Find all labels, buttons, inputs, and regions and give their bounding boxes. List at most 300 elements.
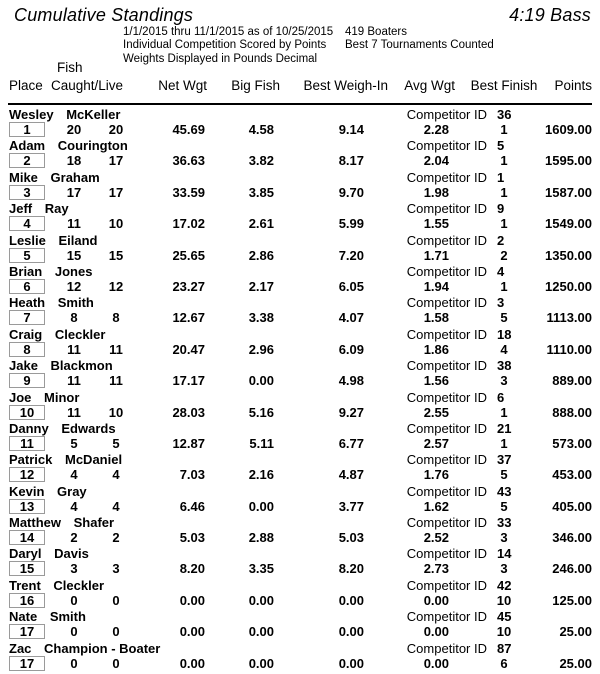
fish-caught-value: 4 (70, 467, 78, 483)
competitor-last-name: Cleckler (54, 326, 106, 342)
fish-live-value: 4 (112, 467, 120, 483)
competitor-first-name: Brian (9, 263, 43, 279)
competitor-data-row (0, 216, 600, 232)
competitor-id-label: Competitor ID (406, 546, 487, 562)
header-divider-rule (8, 103, 592, 105)
competitor-row (0, 546, 600, 577)
best-finish-value: 5 (500, 498, 508, 514)
avg-weight-value: 2.57 (423, 435, 449, 451)
points-value: 573.00 (552, 435, 592, 451)
fish-live-value: 0 (112, 624, 120, 640)
competitor-id-label: Competitor ID (406, 483, 487, 499)
big-fish-value: 0.00 (248, 624, 274, 640)
col-header-caught-live: Caught/Live (51, 78, 124, 93)
best-finish-value: 3 (500, 373, 508, 389)
points-value: 25.00 (559, 624, 592, 640)
best-finish-value: 1 (500, 122, 508, 137)
best-finish-value: 10 (496, 624, 512, 640)
place-value: 1 (9, 122, 45, 137)
net-weight-value: 7.03 (179, 467, 205, 483)
points-value: 346.00 (552, 530, 592, 546)
points-value: 1595.00 (545, 153, 592, 169)
fish-caught-value: 11 (67, 341, 81, 357)
fish-caught-value: 18 (66, 153, 82, 169)
competitor-data-row (0, 499, 600, 515)
best-finish-value: 4 (500, 341, 508, 357)
competitor-first-name: Daryl (9, 546, 42, 562)
big-fish-value: 2.61 (248, 216, 274, 232)
place-value: 8 (9, 342, 45, 357)
place-value: 13 (9, 499, 45, 514)
competitor-id-value: 21 (497, 420, 512, 436)
competitor-id-label: Competitor ID (406, 263, 487, 279)
competitor-first-name: Joe (9, 389, 32, 405)
avg-weight-value: 2.04 (423, 153, 449, 169)
big-fish-value: 5.11 (249, 435, 274, 451)
best-weigh-in-value: 0.00 (338, 624, 364, 640)
fish-caught-value: 11 (67, 373, 81, 389)
avg-weight-value: 1.94 (423, 278, 449, 294)
competitor-id-label: Competitor ID (406, 358, 487, 374)
col-header-best-weigh-in: Best Weigh-In (303, 78, 388, 93)
competitor-id-label: Competitor ID (406, 515, 487, 531)
competitor-first-name: Matthew (9, 515, 61, 531)
competitor-last-name: Blackmon (50, 358, 113, 374)
big-fish-value: 3.82 (248, 153, 274, 169)
col-header-points: Points (554, 78, 592, 93)
competitor-row (0, 233, 600, 264)
competitor-id-value: 1 (497, 169, 505, 185)
points-value: 1350.00 (545, 247, 592, 263)
fish-caught-value: 3 (70, 561, 78, 577)
competitor-data-row (0, 248, 600, 264)
competitor-id-label: Competitor ID (406, 107, 487, 122)
place-value: 10 (9, 405, 45, 420)
best-weigh-in-value: 6.05 (338, 278, 364, 294)
net-weight-value: 33.59 (172, 184, 205, 200)
points-value: 888.00 (552, 404, 592, 420)
competitor-id-label: Competitor ID (406, 420, 487, 436)
big-fish-value: 3.35 (248, 561, 274, 577)
competitor-data-row (0, 405, 600, 421)
competitor-row (0, 358, 600, 389)
best-finish-value: 1 (500, 184, 508, 200)
competitor-row (0, 295, 600, 326)
competitor-first-name: Leslie (9, 232, 46, 248)
fish-caught-value: 15 (66, 247, 82, 263)
competitor-last-name: McDaniel (65, 452, 123, 468)
competitor-id-value: 42 (497, 577, 512, 593)
big-fish-value: 3.85 (248, 184, 274, 200)
competitor-last-name: Smith (49, 609, 86, 625)
competitor-name-row (0, 484, 600, 499)
fish-caught-value: 2 (70, 530, 78, 546)
weights-note: Weights Displayed in Pounds Decimal (123, 52, 318, 65)
points-value: 1113.00 (546, 310, 592, 326)
competitor-last-name: Minor (44, 389, 80, 405)
best-finish-value: 2 (500, 247, 508, 263)
avg-weight-value: 2.28 (423, 122, 449, 137)
big-fish-value: 2.16 (248, 467, 274, 483)
fish-caught-value: 5 (70, 435, 78, 451)
points-value: 25.00 (559, 655, 592, 671)
competitor-first-name: Wesley (9, 107, 54, 122)
competitor-name-row (0, 170, 600, 185)
best-finish-value: 3 (500, 561, 508, 577)
fish-live-value: 17 (108, 184, 124, 200)
competitor-name-row (0, 138, 600, 153)
competitor-row (0, 390, 600, 421)
competitor-name-row (0, 390, 600, 405)
fish-caught-value: 12 (66, 278, 82, 294)
competitor-data-row (0, 153, 600, 169)
col-header-best-finish: Best Finish (470, 78, 538, 93)
competitor-row (0, 138, 600, 169)
competitor-first-name: Heath (9, 295, 46, 311)
competitor-data-row (0, 436, 600, 452)
competitor-id-value: 5 (497, 138, 505, 154)
points-value: 1549.00 (545, 216, 592, 232)
best-weigh-in-value: 9.14 (338, 122, 364, 137)
competitor-id-value: 14 (497, 546, 512, 562)
place-value: 12 (9, 467, 45, 482)
fish-live-value: 10 (108, 404, 124, 420)
best-weigh-in-value: 6.77 (338, 435, 364, 451)
best-finish-value: 6 (500, 655, 508, 671)
competitor-last-name: Gray (57, 483, 87, 499)
fish-caught-value: 20 (66, 122, 82, 137)
competitor-last-name: Eiland (58, 232, 98, 248)
fish-live-value: 2 (112, 530, 120, 546)
competitor-first-name: Danny (9, 420, 49, 436)
net-weight-value: 8.20 (179, 561, 205, 577)
competitor-id-label: Competitor ID (406, 232, 487, 248)
net-weight-value: 23.27 (172, 278, 205, 294)
competitor-id-label: Competitor ID (406, 640, 487, 656)
best-finish-value: 10 (496, 592, 512, 608)
net-weight-value: 28.03 (172, 404, 205, 420)
place-value: 14 (9, 530, 45, 545)
fish-live-value: 20 (108, 122, 124, 137)
avg-weight-value: 2.55 (423, 404, 449, 420)
best-finish-value: 5 (500, 467, 508, 483)
competitor-name-row (0, 546, 600, 561)
competitor-id-value: 18 (497, 326, 512, 342)
competitor-id-value: 37 (497, 452, 512, 468)
best-weigh-in-value: 3.77 (338, 498, 364, 514)
competitor-name-row (0, 107, 600, 122)
competitor-data-row (0, 561, 600, 577)
competitor-id-value: 9 (497, 201, 505, 217)
competitor-name-row (0, 452, 600, 467)
net-weight-value: 0.00 (179, 592, 205, 608)
points-value: 246.00 (552, 561, 592, 577)
col-header-net-wgt: Net Wgt (158, 78, 207, 93)
date-range: 1/1/2015 thru 11/1/2015 as of 10/25/2015 (123, 26, 334, 38)
best-finish-value: 1 (500, 404, 508, 420)
points-value: 1587.00 (545, 184, 592, 200)
boaters-count: 419 Boaters (345, 26, 408, 38)
competitor-data-row (0, 279, 600, 295)
place-value: 16 (9, 593, 45, 608)
competitor-name-row (0, 233, 600, 248)
net-weight-value: 12.87 (172, 435, 205, 451)
competitor-first-name: Mike (9, 169, 38, 185)
points-value: 1609.00 (545, 122, 592, 137)
points-value: 453.00 (552, 467, 592, 483)
competitor-id-value: 33 (497, 515, 512, 531)
competitor-id-label: Competitor ID (406, 389, 487, 405)
competitor-name-row (0, 641, 600, 656)
fish-live-value: 15 (108, 247, 124, 263)
big-fish-value: 2.86 (248, 247, 274, 263)
competitor-data-row (0, 373, 600, 389)
competitor-name-row (0, 201, 600, 216)
competitor-first-name: Jeff (9, 201, 33, 217)
net-weight-value: 12.67 (172, 310, 205, 326)
tournaments-note: Best 7 Tournaments Counted (345, 39, 494, 52)
big-fish-value: 0.00 (248, 373, 274, 389)
competitor-row (0, 327, 600, 358)
fish-caught-value: 4 (70, 498, 78, 514)
place-value: 4 (9, 216, 45, 231)
fish-caught-value: 0 (70, 655, 78, 671)
big-fish-value: 2.17 (248, 278, 274, 294)
competitor-row (0, 578, 600, 609)
competitor-id-label: Competitor ID (406, 169, 487, 185)
competitor-id-value: 6 (497, 389, 505, 405)
fish-live-value: 11 (109, 373, 123, 389)
competitor-data-row (0, 467, 600, 483)
avg-weight-value: 1.98 (423, 184, 449, 200)
competitor-first-name: Jake (9, 358, 38, 374)
net-weight-value: 17.17 (172, 373, 205, 389)
competitor-row (0, 641, 600, 672)
competitor-first-name: Adam (9, 138, 46, 154)
competitor-last-name: Ray (44, 201, 69, 217)
competitor-first-name: Craig (9, 326, 43, 342)
net-weight-value: 36.63 (172, 153, 205, 169)
best-weigh-in-value: 4.98 (338, 373, 364, 389)
fish-caught-value: 0 (70, 592, 78, 608)
best-weigh-in-value: 9.70 (338, 184, 364, 200)
competitor-first-name: Zac (9, 640, 32, 656)
place-value: 7 (9, 310, 45, 325)
col-header-fish: Fish (57, 60, 83, 75)
competitor-name-row (0, 609, 600, 624)
best-weigh-in-value: 4.87 (338, 467, 364, 483)
best-weigh-in-value: 5.03 (338, 530, 364, 546)
competitor-last-name: Cleckler (53, 577, 105, 593)
competitor-last-name: Jones (54, 263, 93, 279)
competitor-id-label: Competitor ID (406, 138, 487, 154)
standings-table-body (0, 107, 600, 672)
net-weight-value: 25.65 (172, 247, 205, 263)
place-value: 9 (9, 373, 45, 388)
competitor-id-value: 4 (497, 263, 505, 279)
competitor-data-row (0, 530, 600, 546)
big-fish-value: 3.38 (248, 310, 274, 326)
competitor-data-row (0, 593, 600, 609)
net-weight-value: 20.47 (172, 341, 205, 357)
points-value: 1110.00 (546, 341, 592, 357)
competitor-row (0, 452, 600, 483)
competitor-data-row (0, 310, 600, 326)
competitor-name-row (0, 421, 600, 436)
avg-weight-value: 1.56 (423, 373, 449, 389)
competitor-row (0, 421, 600, 452)
fish-caught-value: 0 (70, 624, 78, 640)
competitor-name-row (0, 327, 600, 342)
avg-weight-value: 1.55 (423, 216, 449, 232)
fish-live-value: 0 (112, 655, 120, 671)
competitor-first-name: Patrick (9, 452, 53, 468)
competitor-id-label: Competitor ID (406, 326, 487, 342)
competitor-name-row (0, 295, 600, 310)
competitor-data-row (0, 122, 600, 138)
big-fish-value: 2.96 (248, 341, 274, 357)
best-finish-value: 1 (500, 153, 508, 169)
competitor-row (0, 264, 600, 295)
competitor-id-value: 3 (497, 295, 505, 311)
fish-live-value: 12 (108, 278, 124, 294)
best-weigh-in-value: 0.00 (338, 592, 364, 608)
competitor-last-name: Graham (50, 169, 100, 185)
best-weigh-in-value: 8.17 (338, 153, 364, 169)
competitor-id-label: Competitor ID (406, 295, 487, 311)
net-weight-value: 6.46 (179, 498, 205, 514)
competitor-id-value: 2 (497, 232, 505, 248)
report-title-row (14, 5, 591, 25)
net-weight-value: 0.00 (179, 624, 205, 640)
avg-weight-value: 1.76 (423, 467, 449, 483)
place-value: 5 (9, 248, 45, 263)
competitor-row (0, 201, 600, 232)
fish-live-value: 0 (112, 592, 120, 608)
competitor-name-row (0, 264, 600, 279)
competitor-id-value: 45 (497, 609, 512, 625)
competitor-first-name: Kevin (9, 483, 45, 499)
fish-live-value: 4 (112, 498, 120, 514)
best-weigh-in-value: 0.00 (338, 655, 364, 671)
competitor-last-name: Edwards (61, 420, 116, 436)
competitor-data-row (0, 624, 600, 640)
competitor-first-name: Trent (9, 577, 41, 593)
points-value: 1250.00 (545, 278, 592, 294)
competitor-name-row (0, 515, 600, 530)
competitor-id-value: 87 (497, 640, 512, 656)
points-value: 889.00 (552, 373, 592, 389)
competitor-row (0, 484, 600, 515)
place-value: 3 (9, 185, 45, 200)
place-value: 2 (9, 153, 45, 168)
best-finish-value: 3 (500, 530, 508, 546)
competitor-last-name: Smith (57, 295, 94, 311)
competitor-last-name: Champion - Boater (44, 640, 161, 656)
avg-weight-value: 1.62 (423, 498, 449, 514)
big-fish-value: 2.88 (248, 530, 274, 546)
competitor-last-name: Davis (54, 546, 89, 562)
competitor-id-value: 38 (497, 358, 512, 374)
best-finish-value: 5 (500, 310, 508, 326)
fish-live-value: 5 (112, 435, 120, 451)
competitor-first-name: Nate (9, 609, 38, 625)
avg-weight-value: 1.58 (423, 310, 449, 326)
best-weigh-in-value: 5.99 (338, 216, 364, 232)
fish-caught-value: 8 (70, 310, 78, 326)
competitor-data-row (0, 656, 600, 672)
col-header-place: Place (9, 78, 43, 93)
fish-live-value: 3 (112, 561, 120, 577)
best-finish-value: 1 (500, 278, 508, 294)
competitor-data-row (0, 342, 600, 358)
fish-live-value: 11 (109, 341, 123, 357)
avg-weight-value: 1.71 (423, 247, 449, 263)
avg-weight-value: 2.73 (423, 561, 449, 577)
big-fish-value: 5.16 (248, 404, 274, 420)
best-weigh-in-value: 7.20 (338, 247, 364, 263)
best-weigh-in-value: 9.27 (338, 404, 364, 420)
place-value: 6 (9, 279, 45, 294)
big-fish-value: 4.58 (248, 122, 274, 137)
big-fish-value: 0.00 (248, 592, 274, 608)
best-weigh-in-value: 4.07 (338, 310, 364, 326)
points-value: 405.00 (552, 498, 592, 514)
competitor-last-name: Courington (57, 138, 128, 154)
competitor-id-label: Competitor ID (406, 577, 487, 593)
competitor-data-row (0, 185, 600, 201)
fish-caught-value: 17 (66, 184, 82, 200)
fish-live-value: 17 (108, 153, 124, 169)
scoring-note: Individual Competition Scored by Points (123, 39, 327, 52)
place-value: 17 (9, 624, 45, 639)
fish-caught-value: 11 (67, 404, 81, 420)
competitor-row (0, 107, 600, 138)
report-name: 4:19 Bass (509, 5, 591, 25)
best-weigh-in-value: 6.09 (338, 341, 364, 357)
competitor-last-name: Shafer (73, 515, 115, 531)
competitor-id-label: Competitor ID (406, 452, 487, 468)
best-finish-value: 1 (500, 216, 508, 232)
points-value: 125.00 (552, 592, 592, 608)
place-value: 17 (9, 656, 45, 671)
competitor-name-row (0, 358, 600, 373)
competitor-name-row (0, 578, 600, 593)
competitor-row (0, 609, 600, 640)
report-title: Cumulative Standings (14, 5, 194, 25)
fish-live-value: 10 (108, 216, 124, 232)
avg-weight-value: 1.86 (423, 341, 449, 357)
big-fish-value: 0.00 (248, 498, 274, 514)
place-value: 11 (9, 436, 45, 451)
best-finish-value: 1 (500, 435, 508, 451)
net-weight-value: 17.02 (172, 216, 205, 232)
net-weight-value: 0.00 (179, 655, 205, 671)
best-weigh-in-value: 8.20 (338, 561, 364, 577)
competitor-id-value: 36 (497, 107, 512, 122)
avg-weight-value: 0.00 (423, 655, 449, 671)
fish-live-value: 8 (112, 310, 120, 326)
competitor-last-name: McKeller (66, 107, 121, 122)
net-weight-value: 5.03 (179, 530, 205, 546)
avg-weight-value: 0.00 (423, 624, 449, 640)
big-fish-value: 0.00 (248, 655, 274, 671)
table-column-headers (0, 60, 600, 103)
place-value: 15 (9, 561, 45, 576)
col-header-big-fish: Big Fish (231, 78, 280, 93)
competitor-row (0, 515, 600, 546)
competitor-id-label: Competitor ID (406, 201, 487, 217)
